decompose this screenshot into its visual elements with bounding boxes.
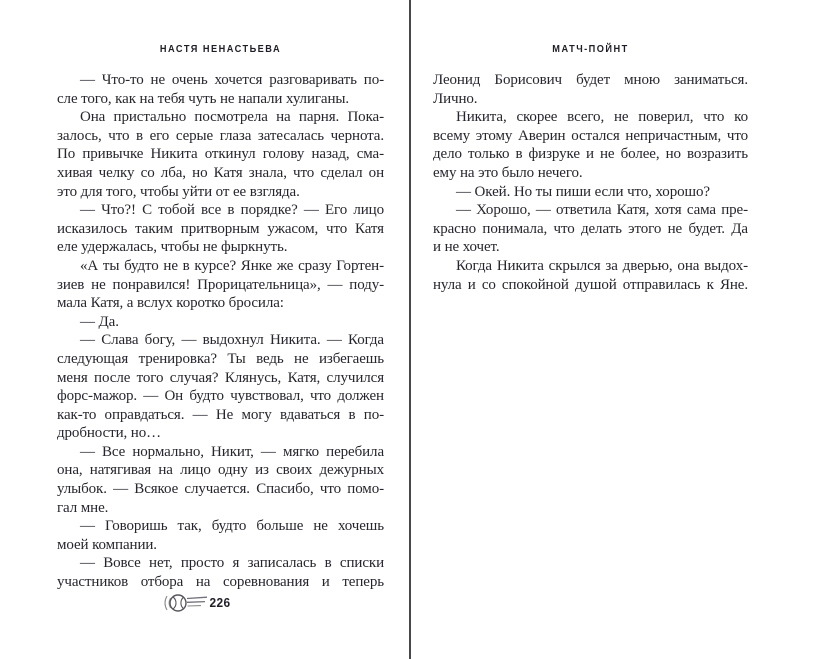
text-line: сле того, как на тебя чуть не напали хулиганы. (57, 90, 350, 107)
paragraph (57, 257, 384, 313)
text-line: следующая тренировка? Ты ведь не избегаешь (57, 350, 384, 367)
text-line: и не хочет. (433, 239, 500, 256)
text-line: красно понимала, что делать этого не будет. Да (433, 220, 748, 237)
paragraph (57, 108, 384, 201)
tennis-ball-icon (160, 591, 208, 615)
text-line: дело только в физруке и не более, но возразить (433, 146, 748, 163)
text-line: хивая челку со лба, но Катя знала, что сделал он (57, 164, 384, 181)
text-line: По привычке Никита откинул голову назад, сма- (57, 146, 384, 163)
text-line: всему этому Аверин остался непричастным, что (433, 127, 748, 144)
text-line: меня после того случая? Клянусь, Катя, случился (57, 369, 384, 386)
text-line: — Говоришь так, будто больше не хочешь (80, 518, 384, 535)
paragraph (433, 183, 748, 202)
paragraph (57, 443, 384, 517)
text-line: нула и со спокойной душой отправилась к Яне. (433, 276, 748, 293)
text-line: — Вовсе нет, просто я записалась в списки (80, 555, 384, 572)
paragraph (433, 201, 748, 257)
text-line: это для того, чтобы уйти от ее взгляда. (57, 183, 300, 200)
text-line: участников отбора на соревнования и теперь (57, 574, 384, 591)
text-line: она, натягивая на лицо одну из своих дежурных (57, 462, 384, 479)
paragraph (433, 71, 748, 108)
paragraph (57, 517, 384, 554)
right-page-text (433, 71, 748, 294)
paragraph (57, 313, 384, 332)
left-page-footer (160, 591, 231, 615)
paragraph (57, 201, 384, 257)
text-line: — Да. (80, 313, 119, 330)
paragraph (57, 71, 384, 108)
text-line: — Окей. Но ты пиши если что, хорошо? (456, 183, 710, 200)
text-line: — Все нормально, Никит, — мягко перебила (80, 443, 384, 460)
right-page-running-header: МАТЧ-ПОЙНТ (552, 44, 629, 55)
text-line: Никита, скорее всего, не поверил, что ко (456, 109, 748, 126)
paragraph (57, 554, 384, 591)
page-gutter-divider (409, 0, 411, 659)
text-line: Лично. (433, 90, 478, 107)
text-line: залось, что в его серые глаза затесалась чернота. (57, 127, 384, 144)
text-line: мала Катя, а вслух коротко бросила: (57, 295, 284, 312)
text-line: зиев не понравился! Прорицательница», — поду- (57, 276, 384, 293)
text-line: еле удержалась, чтобы не фыркнуть. (57, 239, 288, 256)
text-line: ему на это было нечего. (433, 164, 583, 181)
text-line: исказилось таким притворным ужасом, что Катя (57, 220, 384, 237)
page-number: 226 (209, 596, 231, 610)
text-line: как-то оправдаться. — Не могу вдаваться в по- (57, 406, 384, 423)
text-line: гал мне. (57, 499, 109, 516)
text-line: улыбок. — Всякое случается. Спасибо, что помо- (57, 481, 384, 498)
text-line: моей компании. (57, 536, 157, 553)
paragraph (433, 257, 748, 294)
text-line: «А ты будто не в курсе? Янке же сразу Гортен- (80, 257, 384, 274)
paragraph (57, 331, 384, 443)
paragraph (433, 108, 748, 182)
text-line: — Что?! С тобой все в порядке? — Его лицо (80, 202, 384, 219)
text-line: форс-мажор. — Он будто чувствовал, что должен (57, 388, 384, 405)
left-page-text (57, 71, 384, 592)
text-line: — Хорошо, — ответила Катя, хотя сама пре- (456, 202, 748, 219)
text-line: Леонид Борисович будет мною заниматься. (433, 72, 748, 88)
text-line: — Что-то не очень хочется разговаривать по- (80, 72, 384, 88)
text-line: Она пристально посмотрела на парня. Пока- (80, 109, 384, 126)
text-line: Когда Никита скрылся за дверью, она выдох- (456, 257, 748, 274)
left-page-running-header: НАСТЯ НЕНАСТЬЕВА (159, 44, 282, 55)
text-line: — Слава богу, — выдохнул Никита. — Когда (80, 332, 384, 349)
text-line: дробности, но… (57, 425, 162, 442)
